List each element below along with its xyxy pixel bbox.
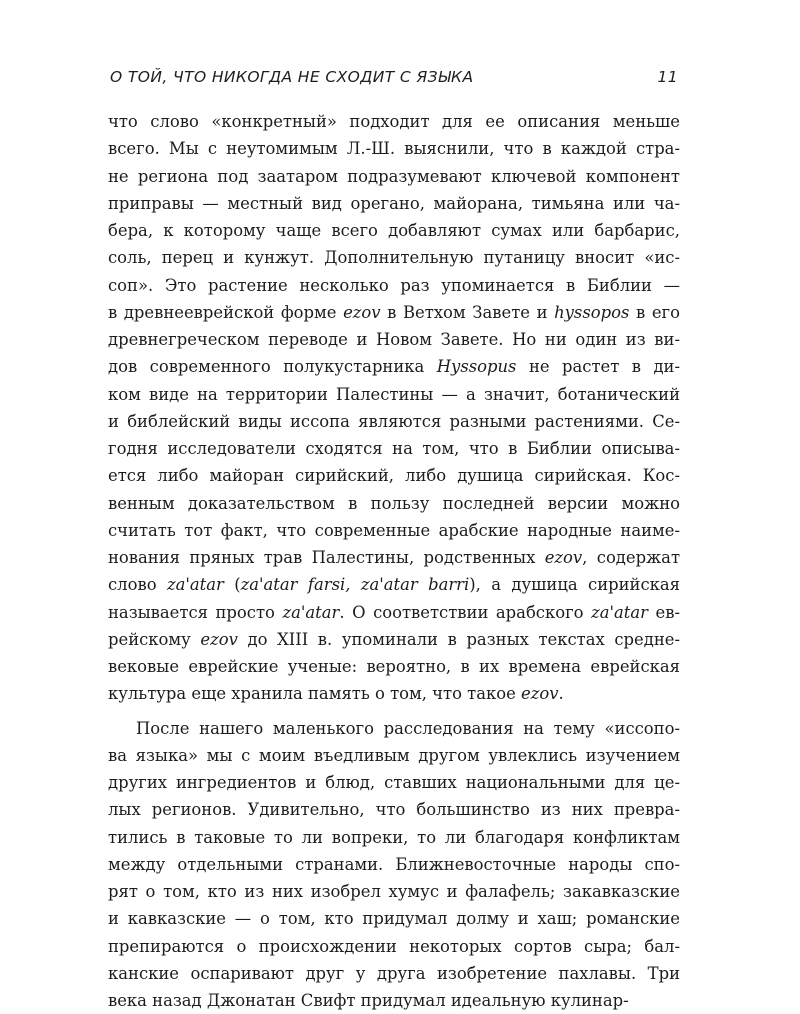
italic-term: za'atar [167, 575, 224, 594]
italic-term: Hyssopus [437, 357, 517, 376]
text-line: тились в таковые то ли вопреки, то ли благодаря конфликтам [108, 824, 680, 851]
text-line: называется просто za'atar. О соответствии арабского za'atar ев- [108, 599, 680, 626]
italic-term: ezov [545, 548, 582, 567]
text-line: ком виде на территории Палестины — а значит, ботанический [108, 381, 680, 408]
text-line: всего. Мы с неутомимым Л.-Ш. выяснили, что в каждой стра- [108, 135, 680, 162]
text-line: и библейский виды иссопа являются разными растениями. Се- [108, 408, 680, 435]
text-line: приправы — местный вид орегано, майорана, тимьяна или ча- [108, 190, 680, 217]
text-line: венным доказательством в пользу последней версии можно [108, 490, 680, 517]
italic-term: hyssopos [554, 303, 629, 322]
page-number: 11 [657, 68, 678, 86]
text-line: лых регионов. Удивительно, что большинство из них превра- [108, 796, 680, 823]
text-line: не региона под заатаром подразумевают ключевой компонент [108, 163, 680, 190]
text-line: дов современного полукустарника Hyssopus не растет в ди- [108, 353, 680, 380]
text-line: древнегреческом переводе и Новом Завете. Но ни один из ви- [108, 326, 680, 353]
text-line: слово za'atar (za'atar farsi, za'atar barri), а душица сирийская [108, 571, 680, 598]
text-line: препираются о происхождении некоторых сортов сыра; бал- [108, 933, 680, 960]
text-line: После нашего маленького расследования на тему «иссопо- [108, 715, 680, 742]
text-line: вековые еврейские ученые: вероятно, в их времена еврейская [108, 653, 680, 680]
text-line: в древнееврейской форме ezov в Ветхом Завете и hyssopos в его [108, 299, 680, 326]
text-line: канские оспаривают друг у друга изобретение пахлавы. Три [108, 960, 680, 987]
text-line: ва языка» мы с моим въедливым другом увлеклись изучением [108, 742, 680, 769]
italic-term: ezov [521, 684, 558, 703]
text-line: между отдельными странами. Ближневосточные народы спо- [108, 851, 680, 878]
text-line: ется либо майоран сирийский, либо душица сирийская. Кос- [108, 462, 680, 489]
italic-term: za'atar farsi, za'atar barri [241, 575, 470, 594]
paragraph [108, 715, 680, 1014]
text-line: других ингредиентов и блюд, ставших национальными для це- [108, 769, 680, 796]
text-line: соль, перец и кунжут. Дополнительную путаницу вносит «ис- [108, 244, 680, 271]
text-line: культура еще хранила память о том, что такое ezov. [108, 680, 680, 707]
italic-term: za'atar [282, 603, 339, 622]
text-line: века назад Джонатан Свифт придумал идеальную кулинар- [108, 987, 680, 1014]
running-head [110, 68, 678, 98]
text-line: соп». Это растение несколько раз упоминается в Библии — [108, 272, 680, 299]
paragraph [108, 108, 680, 708]
italic-term: ezov [200, 630, 237, 649]
body-text [108, 108, 680, 1014]
text-line: что слово «конкретный» подходит для ее описания меньше [108, 108, 680, 135]
text-line: бера, к которому чаще всего добавляют сумах или барбарис, [108, 217, 680, 244]
running-title: О ТОЙ, ЧТО НИКОГДА НЕ СХОДИТ С ЯЗЫКА [110, 68, 473, 86]
italic-term: ezov [343, 303, 380, 322]
italic-term: za'atar [591, 603, 648, 622]
text-line: нования пряных трав Палестины, родственных ezov, содержат [108, 544, 680, 571]
text-line: рейскому ezov до XIII в. упоминали в разных текстах средне- [108, 626, 680, 653]
text-line: считать тот факт, что современные арабские народные наиме- [108, 517, 680, 544]
text-line: и кавказские — о том, кто придумал долму и хаш; романские [108, 905, 680, 932]
text-line: рят о том, кто из них изобрел хумус и фалафель; закавказские [108, 878, 680, 905]
text-line: годня исследователи сходятся на том, что в Библии описыва- [108, 435, 680, 462]
